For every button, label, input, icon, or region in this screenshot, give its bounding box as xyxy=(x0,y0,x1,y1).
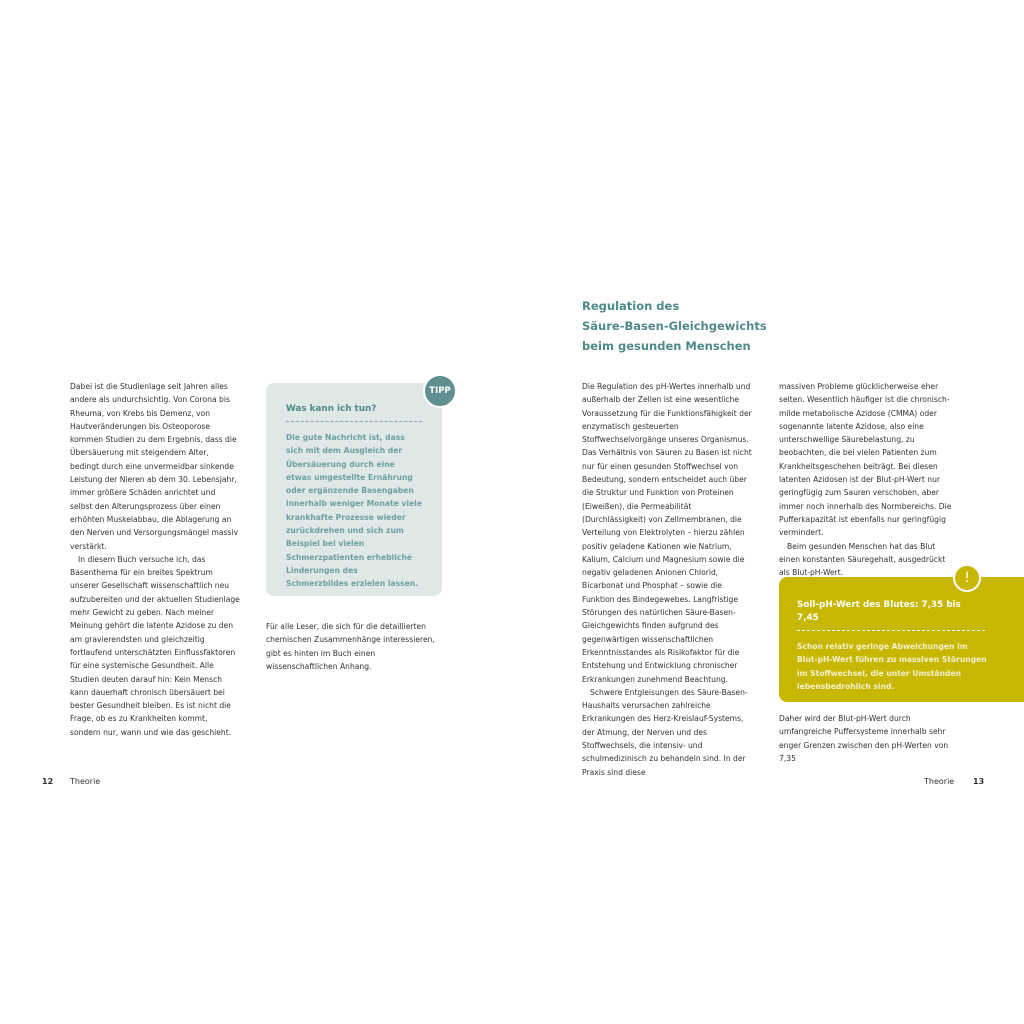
right2-paragraph-1: massiven Probleme glücklicherweise eher selten. Wesentlich häufiger ist die chronisch-milde metabolische Azidose (CMMA) oder sogenannte latente Azidose, also eine unterschwellige Säurebelastung, zu beobachten, die bei vielen Patienten zum Krankheitsgeschehen beiträgt. Bei diesen latenten Azidosen ist der Blut-pH-Wert nur geringfügig zum Sauren verschoben, aber immer noch innerhalb des Normbereichs. Die Pufferkapazität ist ebenfalls nur geringfügig vermindert. xyxy=(779,382,952,538)
middle-paragraph-1: Für alle Leser, die sich für die detaillierten chemischen Zusammenhänge interessieren, gibt es hinten im Buch einen wissenschaftlichen Anhang. xyxy=(266,622,435,671)
warning-text: Schon relativ geringe Abweichungen im Blut-pH-Wert führen zu massiven Störungen im Stoffwechsel, die unter Umständen lebensbedrohlich sind. xyxy=(797,642,987,691)
right-column-2 xyxy=(779,380,954,579)
exclamation-icon: ! xyxy=(953,564,981,592)
right-page-number: 13 xyxy=(973,777,985,786)
right-footer-label: Theorie xyxy=(924,777,955,786)
left-paragraph-1: Dabei ist die Studienlage seit Jahren alles andere als undurchsichtig. Von Corona bis Rheuma, von Krebs bis Demenz, von Hautveränderungen bis Osteoporose kommen Studien zu dem Ergebnis, dass die Übersäuerung mit steigendem Alter, bedingt durch eine unvermeidbar sinkende Leistung der Nieren ab dem 30. Lebensjahr, immer größere Schäden anrichtet und selbst den Alterungsprozess über einen erhöhten Muskelabbau, die Ablagerung an den Nerven und Versorgungsmängel massiv verstärkt. xyxy=(70,382,239,551)
right-column-2-continued xyxy=(779,712,954,765)
right1-paragraph-1: Die Regulation des pH-Wertes innerhalb und außerhalb der Zellen ist eine wesentliche Voraussetzung für die Funktionsfähigkeit der enzymatisch gesteuerten Stoffwechselvorgänge unseres Organismus. Das Verhältnis von Säuren zu Basen ist nicht nur für einen gesunden Stoffwechsel von Bedeutung, sondern entscheidet auch über die Struktur und Funktion von Proteinen (Eiweißen), die Permeabilität (Durchlässigkeit) von Zellmembranen, die Verteilung von Elektrolyten – hierzu zählen positiv geladene Kationen wie Natrium, Kalium, Calcium und Magnesium sowie die negativ geladenen Anionen Chlorid, Bicarbonat und Phosphat – sowie die Funktion des Bindegewebes. Langfristige Störungen des natürlichen Säure-Basen-Gleichgewichts finden aufgrund des gegenwärtigen wissenschaftlichen Erkenntnisstandes als Risikofaktor für die Entstehung und Entwicklung chronischer Erkrankungen zunehmend Beachtung. xyxy=(582,382,752,684)
right2-paragraph-3: Daher wird der Blut-pH-Wert durch umfangreiche Puffersysteme innerhalb sehr enger Grenzen zwischen den pH-Werten von 7,35 xyxy=(779,714,949,763)
warning-box xyxy=(779,577,1024,702)
tip-title: Was kann ich tun? xyxy=(286,403,422,422)
section-heading-line-1: Regulation des xyxy=(582,299,680,313)
warning-title: Soll-pH-Wert des Blutes: 7,35 bis 7,45 xyxy=(797,599,985,631)
right1-paragraph-2: Schwere Entgleisungen des Säure-Basen-Haushalts verursachen zahlreiche Erkrankungen des Herz-Kreislauf-Systems, der Atmung, der Nerven und des Stoffwechsels, die intensiv- und schulmedizinisch zu behandeln sind. In der Praxis sind diese xyxy=(582,687,748,777)
left-footer-label: Theorie xyxy=(70,777,101,786)
tip-badge-icon: TIPP xyxy=(423,374,457,408)
left-page-number: 12 xyxy=(42,777,54,786)
tip-text: Die gute Nachricht ist, dass sich mit dem Ausgleich der Übersäuerung durch eine etwas umgestellte Ernährung oder ergänzende Basengaben innerhalb weniger Monate viele krankhafte Prozesse wieder zurückdrehen und sich zum Beispiel bei vielen Schmerzpatienten erhebliche Linderungen des Schmerzbildes erzielen lassen. xyxy=(286,433,422,589)
section-heading-line-2: Säure-Basen-Gleichgewichts xyxy=(582,319,767,333)
right-column-1 xyxy=(582,380,752,779)
section-heading xyxy=(582,296,782,356)
left-paragraph-2: In diesem Buch versuche ich, das Basenthema für ein breites Spektrum unserer Gesellschaft wissenschaftlich neu aufzubereiten und der aktuellen Studienlage mehr Gewicht zu geben. Nach meiner Meinung gehört die latente Azidose zu den am gravierendsten und gleichzeitig fortlaufend unterschätzten Einflussfaktoren für eine systemische Gesundheit. Alle Studien deuten darauf hin: Kein Mensch kann dauerhaft chronisch übersäuert bei bester Gesundheit bleiben. Es ist nicht die Frage, ob es zu Krankheiten kommt, sondern nur, wann und wie das geschieht. xyxy=(70,554,240,737)
tip-box xyxy=(266,383,442,596)
left-column xyxy=(70,380,240,739)
section-heading-line-3: beim gesunden Menschen xyxy=(582,339,751,353)
right2-paragraph-2: Beim gesunden Menschen hat das Blut einen konstanten Säuregehalt, ausgedrückt als Blut-pH-Wert. xyxy=(779,541,946,578)
middle-column xyxy=(266,620,441,673)
